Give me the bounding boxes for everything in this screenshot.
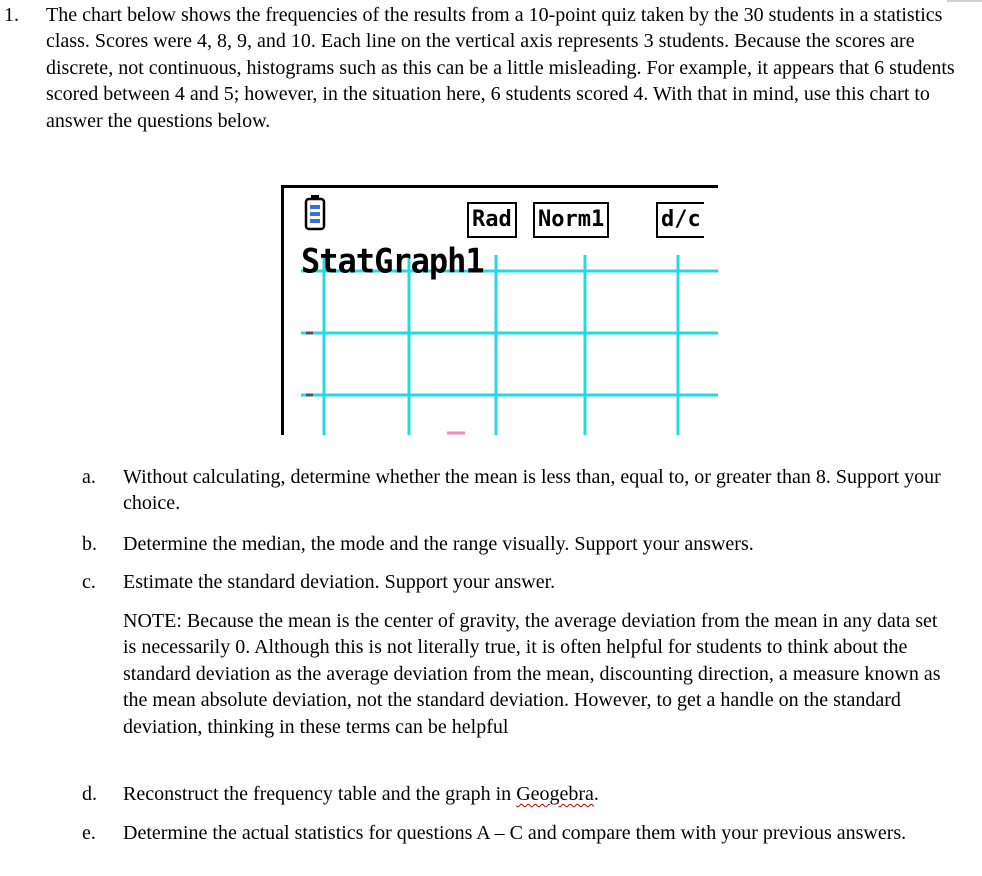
item-text-after: . — [593, 783, 599, 805]
question-number: 1. — [4, 4, 19, 26]
angle-mode-indicator: Rad — [467, 202, 517, 238]
item-label: e. — [82, 822, 96, 844]
display-mode-indicator: Norm1 — [533, 202, 609, 238]
item-label: a. — [82, 466, 96, 488]
screen-border-top — [281, 185, 718, 188]
screen-border-left — [281, 185, 284, 435]
item-text — [123, 781, 963, 807]
item-text: Estimate the standard deviation. Support your answer. — [123, 571, 556, 593]
battery-icon — [306, 195, 324, 229]
note-text: NOTE: Because the mean is the center of gravity, the average deviation from the mean in any data set is necessarily 0. Although this is not literally true, it is often helpful for students to think about the standard deviation as the average deviation from the mean, discounting direction, a measure known as the mean absolute deviation, not the standard deviation. However, to get a handle on the standard deviation, thinking in these terms can be helpful — [123, 610, 941, 738]
item-label: d. — [82, 783, 97, 805]
item-label: b. — [82, 533, 97, 555]
question-text: The chart below shows the frequencies of the results from a 10-point quiz taken by the 30 students in a statistics class. Scores were 4, 8, 9, and 10. Each line on the vertical axis represents 3 students. Because the scores are discrete, not continuous, histograms such as this can be a little misleading. For example, it appears that 6 students scored between 4 and 5; however, in the situation here, 6 students scored 4. With that in mind, use this chart to answer the questions below. — [46, 4, 955, 132]
item-label: c. — [82, 571, 96, 593]
item-text: Determine the actual statistics for questions A – C and compare them with your previous answers. — [123, 822, 907, 844]
geogebra-word: Geogebra — [516, 783, 594, 805]
fraction-mode-indicator: d/c — [656, 202, 704, 238]
item-text-before: Reconstruct the frequency table and the graph in — [123, 783, 517, 805]
item-text: Determine the median, the mode and the range visually. Support your answers. — [123, 533, 754, 555]
calculator-screenshot — [281, 185, 718, 435]
item-text: Without calculating, determine whether the mean is less than, equal to, or greater than 8. Support your choice. — [123, 466, 941, 515]
graph-title: StatGraph1 — [301, 241, 484, 281]
